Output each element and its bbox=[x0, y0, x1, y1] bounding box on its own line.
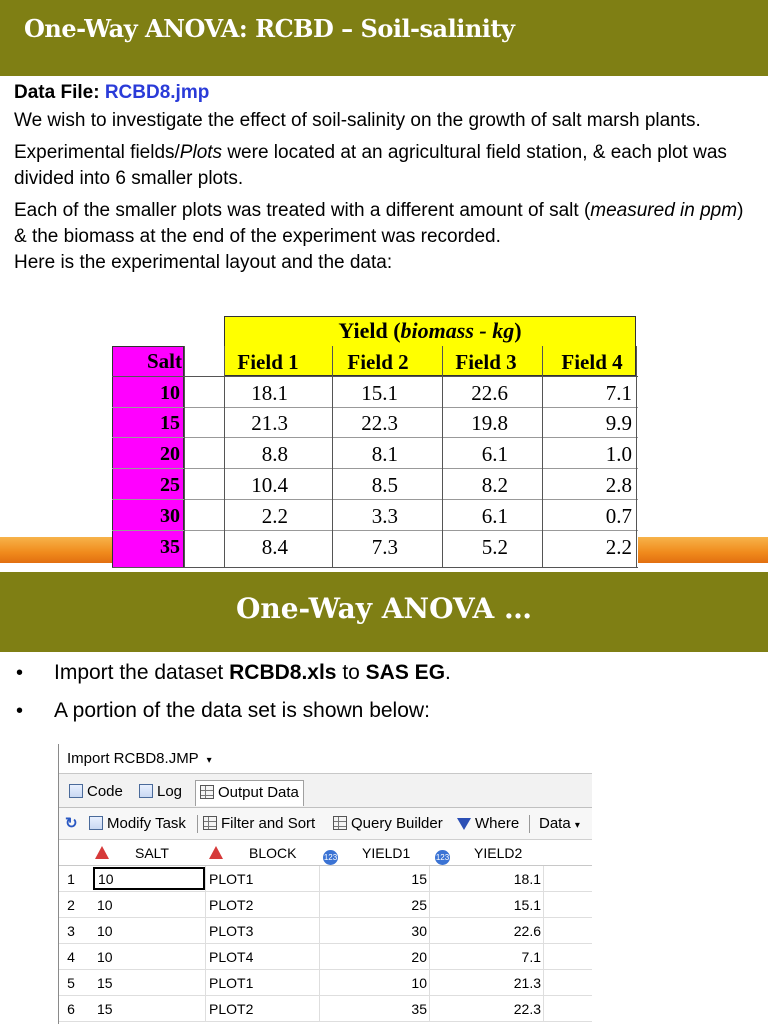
row-number: 1 bbox=[67, 871, 75, 887]
yield2-cell[interactable]: 15.1 bbox=[513, 897, 541, 913]
yield-cell: 6.1 bbox=[481, 504, 508, 528]
salt-level: 30 bbox=[160, 505, 180, 527]
paragraph-2: Experimental fields/Plots were located at an agricultural field station, & each plot was divided into 6 smaller plots. bbox=[14, 142, 727, 189]
dropdown-caret-icon: ▾ bbox=[574, 820, 580, 831]
yield-cell: 21.3 bbox=[251, 411, 288, 435]
yield2-cell[interactable]: 22.3 bbox=[513, 1001, 541, 1017]
table-row[interactable] bbox=[59, 970, 592, 996]
yield-cell: 0.7 bbox=[605, 504, 632, 528]
window-title[interactable]: Import RCBD8.JMP ▾ bbox=[59, 744, 592, 774]
bullet-dot-icon: • bbox=[16, 662, 24, 684]
toolbar-separator bbox=[529, 815, 530, 833]
table-row[interactable] bbox=[59, 892, 592, 918]
yield1-cell[interactable]: 30 bbox=[411, 923, 427, 939]
block-cell[interactable]: PLOT3 bbox=[209, 923, 254, 939]
yield-cell: 6.1 bbox=[481, 442, 508, 466]
salt-level: 15 bbox=[160, 412, 180, 434]
column-divider bbox=[543, 866, 544, 1022]
salt-cell[interactable]: 15 bbox=[97, 1001, 113, 1017]
block-cell[interactable]: PLOT4 bbox=[209, 949, 254, 965]
column-divider bbox=[205, 866, 206, 1022]
yield-cell: 1.0 bbox=[605, 442, 632, 466]
yield-cell: 2.2 bbox=[261, 504, 288, 528]
code-icon bbox=[69, 784, 83, 798]
table-icon bbox=[200, 785, 214, 799]
query-builder-button[interactable]: Query Builder bbox=[333, 813, 443, 835]
yield-cell: 22.3 bbox=[361, 411, 398, 435]
yield1-cell[interactable]: 10 bbox=[411, 975, 427, 991]
character-column-icon bbox=[209, 846, 223, 859]
grid-line bbox=[112, 567, 638, 568]
paragraph-3: Each of the smaller plots was treated with a different amount of salt (measured in ppm) & the biomass at the end of the experiment was recorded. bbox=[14, 200, 744, 247]
salt-column-header: Salt bbox=[146, 349, 182, 373]
row-number: 4 bbox=[67, 949, 75, 965]
bullet-list bbox=[16, 660, 756, 736]
sas-eg-window bbox=[58, 744, 592, 1024]
block-cell[interactable]: PLOT2 bbox=[209, 1001, 254, 1017]
field-3-header: Field 3 bbox=[455, 350, 517, 374]
grid-line bbox=[636, 346, 637, 568]
yield1-cell[interactable]: 35 bbox=[411, 1001, 427, 1017]
yield-cell: 5.2 bbox=[481, 535, 508, 559]
salt-level: 35 bbox=[160, 536, 180, 558]
numeric-column-icon: 123 bbox=[323, 850, 338, 865]
filter-sort-icon bbox=[203, 816, 217, 830]
column-header-salt[interactable]: SALT bbox=[95, 840, 169, 866]
yield-cell: 22.6 bbox=[471, 381, 508, 405]
filter-sort-button[interactable]: Filter and Sort bbox=[203, 813, 315, 835]
yield-cell: 8.8 bbox=[261, 442, 288, 466]
bullet-item: • Import the dataset RCBD8.xls to SAS EG. bbox=[16, 661, 451, 684]
table-row[interactable] bbox=[59, 866, 592, 892]
data-menu-button[interactable]: Data ▾ bbox=[539, 815, 580, 832]
salt-cell[interactable]: 10 bbox=[97, 923, 113, 939]
yield-data-table bbox=[112, 316, 638, 569]
grid-line bbox=[112, 376, 638, 377]
filter-funnel-icon bbox=[457, 818, 471, 830]
yield1-cell[interactable]: 15 bbox=[411, 871, 427, 887]
field-4-header: Field 4 bbox=[561, 350, 623, 374]
row-number: 6 bbox=[67, 1001, 75, 1017]
slide-1-body bbox=[14, 80, 759, 282]
yield-cell: 3.3 bbox=[371, 504, 398, 528]
numeric-column-icon: 123 bbox=[435, 850, 450, 865]
yield-cell: 15.1 bbox=[361, 381, 398, 405]
block-cell[interactable]: PLOT1 bbox=[209, 871, 254, 887]
salt-cell[interactable]: 10 bbox=[97, 949, 113, 965]
dropdown-caret-icon[interactable]: ▾ bbox=[206, 755, 212, 766]
toolbar-separator bbox=[197, 815, 198, 833]
data-file-label: Data File: bbox=[14, 82, 100, 103]
yield-cell: 2.8 bbox=[605, 473, 632, 497]
yield-cell: 2.2 bbox=[605, 535, 632, 559]
refresh-button[interactable] bbox=[65, 813, 82, 835]
title-bar bbox=[0, 0, 768, 76]
paragraph-1: We wish to investigate the effect of soil-salinity on the growth of salt marsh plants. bbox=[14, 110, 701, 131]
yield-cell: 8.2 bbox=[481, 473, 508, 497]
field-1-header: Field 1 bbox=[237, 350, 299, 374]
log-icon bbox=[139, 784, 153, 798]
yield-cell: 19.8 bbox=[471, 411, 508, 435]
column-header-row bbox=[59, 840, 592, 866]
bullet-dot-icon: • bbox=[16, 700, 24, 722]
salt-level: 20 bbox=[160, 443, 180, 465]
tab-output-data[interactable]: Output Data bbox=[195, 780, 304, 806]
block-cell[interactable]: PLOT1 bbox=[209, 975, 254, 991]
yield-cell: 8.1 bbox=[371, 442, 398, 466]
field-2-header: Field 2 bbox=[347, 350, 409, 374]
yield1-cell[interactable]: 25 bbox=[411, 897, 427, 913]
tab-code[interactable]: Code bbox=[65, 780, 127, 806]
column-divider bbox=[319, 866, 320, 1022]
column-header-yield1[interactable]: 123 YIELD1 bbox=[323, 840, 410, 866]
row-number: 3 bbox=[67, 923, 75, 939]
salt-cell[interactable]: 10 bbox=[97, 897, 113, 913]
tab-log[interactable]: Log bbox=[135, 780, 186, 806]
yield1-cell[interactable]: 20 bbox=[411, 949, 427, 965]
column-header-yield2[interactable]: 123 YIELD2 bbox=[435, 840, 522, 866]
column-divider bbox=[429, 866, 430, 1022]
grid-line bbox=[184, 346, 185, 568]
column-header-block[interactable]: BLOCK bbox=[209, 840, 296, 866]
yield2-cell[interactable]: 21.3 bbox=[513, 975, 541, 991]
refresh-icon: ↻ bbox=[65, 815, 78, 832]
bullet-item: • A portion of the data set is shown below: bbox=[16, 699, 430, 722]
table-row[interactable] bbox=[59, 996, 592, 1022]
paragraph-4: Here is the experimental layout and the data: bbox=[14, 252, 393, 273]
title-bar bbox=[0, 572, 768, 652]
slide-1-title: One-Way ANOVA: RCBD – Soil-salinity bbox=[24, 14, 515, 43]
data-file-link[interactable]: RCBD8.jmp bbox=[104, 82, 210, 103]
data-file-line bbox=[14, 80, 759, 106]
salt-cell[interactable]: 10 bbox=[93, 867, 205, 890]
salt-cell[interactable]: 15 bbox=[97, 975, 113, 991]
yield2-cell[interactable]: 18.1 bbox=[513, 871, 541, 887]
yield-cell: 8.4 bbox=[261, 535, 288, 559]
yield-cell: 18.1 bbox=[251, 381, 288, 405]
salt-level: 10 bbox=[160, 382, 180, 404]
tab-strip bbox=[59, 774, 592, 808]
yield-cell: 10.4 bbox=[251, 473, 288, 497]
yield2-cell[interactable]: 22.6 bbox=[513, 923, 541, 939]
table-title: Yield (biomass - kg) bbox=[338, 318, 522, 343]
slide-2 bbox=[0, 572, 768, 1024]
yield-cell: 9.9 bbox=[605, 411, 632, 435]
table-row[interactable] bbox=[59, 918, 592, 944]
character-column-icon bbox=[95, 846, 109, 859]
row-number: 2 bbox=[67, 897, 75, 913]
query-builder-icon bbox=[333, 816, 347, 830]
block-cell[interactable]: PLOT2 bbox=[209, 897, 254, 913]
yield-cell: 7.3 bbox=[371, 535, 398, 559]
data-toolbar bbox=[59, 808, 592, 840]
row-number: 5 bbox=[67, 975, 75, 991]
yield2-cell[interactable]: 7.1 bbox=[521, 949, 541, 965]
slide-2-title: One-Way ANOVA … bbox=[235, 592, 533, 625]
salt-level: 25 bbox=[160, 474, 180, 496]
modify-task-button[interactable]: Modify Task bbox=[89, 813, 186, 835]
modify-task-icon bbox=[89, 816, 103, 830]
table-row[interactable] bbox=[59, 944, 592, 970]
yield-cell: 8.5 bbox=[371, 473, 398, 497]
yield-cell: 7.1 bbox=[605, 381, 632, 405]
where-button[interactable]: Where bbox=[457, 813, 519, 835]
